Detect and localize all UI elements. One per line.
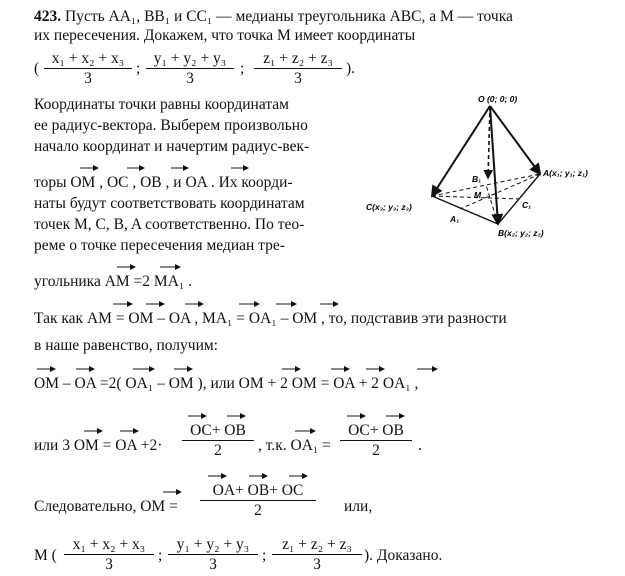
equation-1: OM – OA =2( OA₁ – OM ), или OM + 2 OM = OA + 2 OA₁ , [34, 375, 419, 392]
base-CB [432, 196, 498, 224]
final-fraction-z-denominator: 3 [313, 556, 321, 573]
para2-line-1: Так как AM = OM – OA , MA₁ = OA₁ – OM , то, подставив эти разности [34, 310, 507, 327]
coords-fraction-x-numerator: x₁ + x₂ + x₃ [44, 50, 132, 69]
coords-close-paren: ). [346, 60, 356, 77]
problem-number: 423. [34, 8, 62, 25]
coords-fraction-z-numerator: z₁ + z₂ + z₃ [254, 50, 342, 69]
final-fraction-y [168, 536, 258, 573]
label-A1: A₁ [450, 214, 460, 224]
label-B1: B₁ [472, 174, 482, 184]
text-line-6: точек M, C, B, A соответственно. По тео- [34, 216, 305, 233]
edge-OA [490, 106, 540, 174]
equation-3-fraction [200, 482, 316, 519]
final-prefix: M ( [34, 547, 57, 564]
final-fraction-y-numerator: y₁ + y₂ + y₃ [168, 536, 258, 555]
text-line-1: Координаты точки равны координатам [34, 96, 289, 113]
equation-2-prefix: или 3 OM = OA +2· [34, 437, 163, 454]
edge-OC [432, 106, 490, 196]
equation-2-end: . [418, 437, 422, 454]
label-A: A(x₁; y₁; z₁) [543, 168, 588, 178]
coords-open-paren: ( [34, 60, 40, 77]
text-line-5: наты будут соответствовать координатам [34, 195, 305, 212]
coords-fraction-x-denominator: 3 [84, 70, 92, 87]
problem-header [34, 8, 513, 26]
equation-2-fraction-2 [340, 422, 412, 459]
para2-line-2: в наше равенство, получим: [34, 337, 218, 354]
final-separator-2: ; [262, 547, 267, 564]
pyramid-diagram [360, 92, 600, 252]
problem-statement-line-2: их пересечения. Докажем, что точка M имеет координаты [34, 27, 416, 44]
text-line-8: угольника AM =2 MA₁ . [34, 273, 193, 290]
final-end: ). Доказано. [364, 547, 443, 564]
text-line-2: ее радиус-вектора. Выберем произвольно [34, 117, 308, 134]
equation-3-fraction-denominator: 2 [254, 502, 262, 519]
label-C: C(x₃; y₃; z₃) [366, 202, 412, 212]
edge-OB [490, 106, 498, 224]
final-fraction-x-numerator: x₁ + x₂ + x₃ [64, 536, 154, 555]
equation-3-end: или, [344, 498, 373, 515]
text-line-4: торы OM , OC , OB , и OA . Их коорди- [34, 174, 293, 191]
equation-2-middle: , т.к. OA₁ = [258, 437, 331, 454]
text-line-3: начало координат и начертим радиус-век- [34, 138, 310, 155]
equation-3-fraction-numerator: OA+ OB+ OC [200, 482, 316, 501]
coords-fraction-x [44, 50, 132, 87]
final-fraction-x [64, 536, 154, 573]
coords-fraction-z-denominator: 3 [294, 70, 302, 87]
label-M: M [474, 190, 482, 200]
edge-OM [488, 106, 490, 178]
label-O: O (0; 0; 0) [478, 94, 518, 104]
equation-2-fraction-2-denominator: 2 [372, 442, 380, 459]
coords-fraction-y [146, 50, 234, 87]
final-fraction-y-denominator: 3 [209, 556, 217, 573]
final-fraction-z [272, 536, 362, 573]
problem-statement-line-1: Пусть AA₁, BB₁ и CC₁ — медианы треугольника ABC, а M — точка [61, 8, 513, 25]
text-line-7: реме о точке пересечения медиан тре- [34, 237, 285, 254]
coords-fraction-y-numerator: y₁ + y₂ + y₃ [146, 50, 234, 69]
coords-fraction-z [254, 50, 342, 87]
final-fraction-x-denominator: 3 [105, 556, 113, 573]
equation-2-fraction-1-denominator: 2 [214, 442, 222, 459]
coords-fraction-y-denominator: 3 [186, 70, 194, 87]
equation-2-fraction-2-numerator: OC+ OB [340, 422, 412, 441]
equation-2-fraction-1-numerator: OC+ OB [182, 422, 254, 441]
equation-3-prefix: Следовательно, OM = [34, 498, 178, 515]
final-separator-1: ; [158, 547, 163, 564]
label-B: B(x₂; y₂; z₂) [498, 228, 544, 238]
coords-separator-1: ; [136, 60, 141, 77]
equation-2-fraction-1 [182, 422, 254, 459]
coords-separator-2: ; [240, 60, 245, 77]
label-C1: C₁ [522, 200, 532, 210]
final-fraction-z-numerator: z₁ + z₂ + z₃ [272, 536, 362, 555]
